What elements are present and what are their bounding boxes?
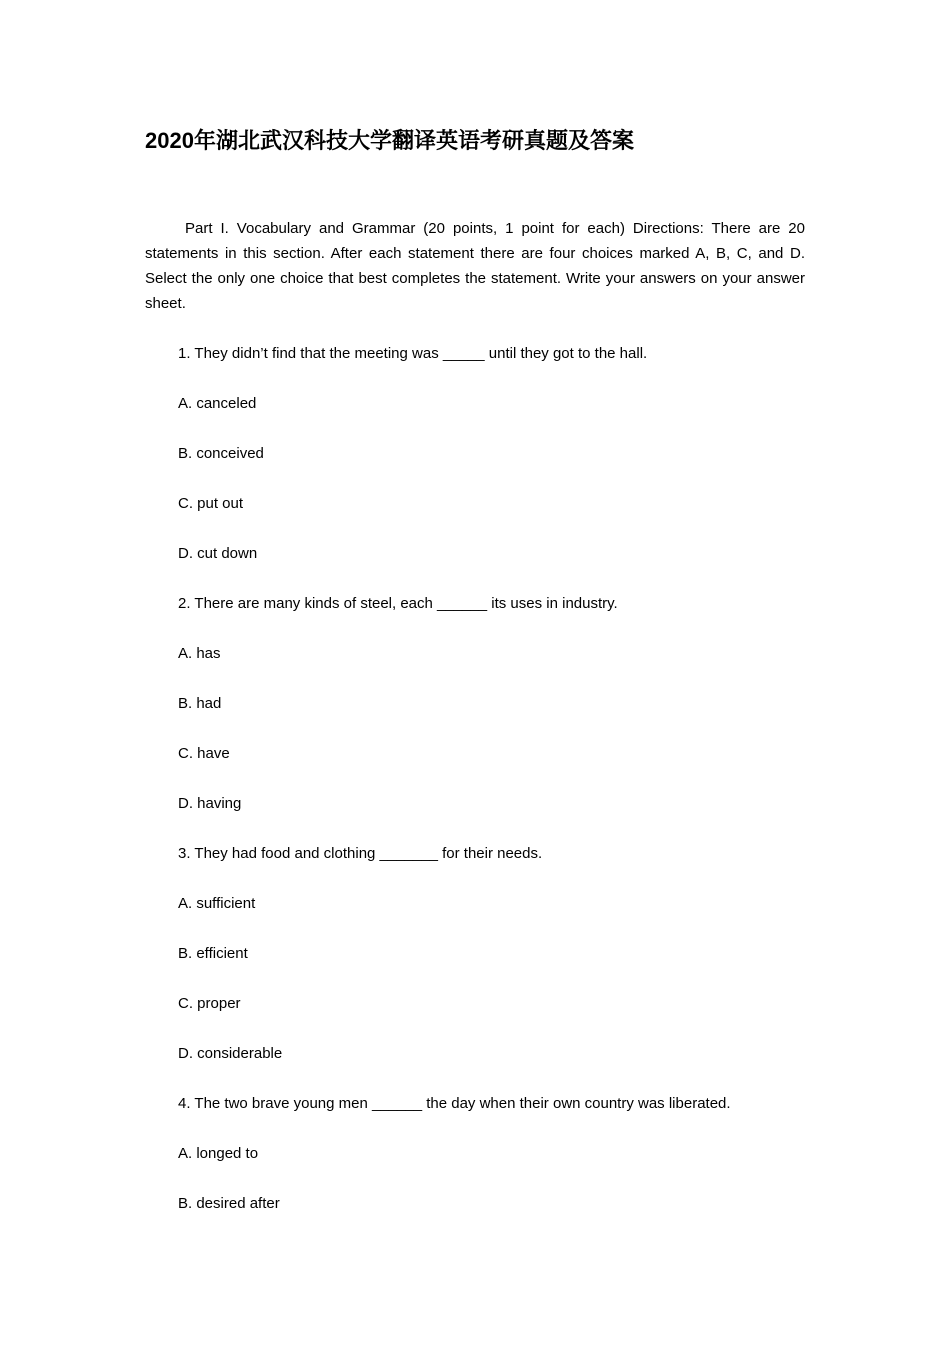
- question-2-option-b: B. had: [178, 695, 222, 712]
- question-3-option-c: C. proper: [178, 995, 241, 1012]
- question-3-option-b: B. efficient: [178, 945, 248, 962]
- section-intro: Part I. Vocabulary and Grammar (20 points, 1 point for each) Directions: There are 20 statements in this section. After each statement there are four choices marked A, B, C, and D. Select the only one choice that best completes the statement. Write your answers on your answer sheet.: [145, 220, 805, 312]
- question-2-option-a: A. has: [178, 645, 221, 662]
- question-4-stem: 4. The two brave young men ______ the day when their own country was liberated.: [178, 1095, 731, 1112]
- question-2-option-c: C. have: [178, 745, 230, 762]
- question-1-option-d: D. cut down: [178, 545, 258, 562]
- question-1-option-a: A. canceled: [178, 395, 257, 412]
- question-4-option-b: B. desired after: [178, 1195, 280, 1212]
- question-2-stem: 2. There are many kinds of steel, each ______ its uses in industry.: [178, 595, 618, 612]
- question-4-option-a: A. longed to: [178, 1145, 259, 1162]
- question-1-option-b: B. conceived: [178, 445, 264, 462]
- question-3-stem: 3. They had food and clothing _______ for their needs.: [178, 845, 543, 862]
- question-3-option-d: D. considerable: [178, 1045, 283, 1062]
- question-1-stem: 1. They didn’t find that the meeting was _____ until they got to the hall.: [178, 345, 648, 362]
- question-2-option-d: D. having: [178, 795, 242, 812]
- question-3-option-a: A. sufficient: [178, 895, 256, 912]
- document-title: 2020年湖北武汉科技大学翻译英语考研真题及答案: [145, 128, 634, 153]
- question-1-option-c: C. put out: [178, 495, 244, 512]
- question-list: [178, 341, 838, 1241]
